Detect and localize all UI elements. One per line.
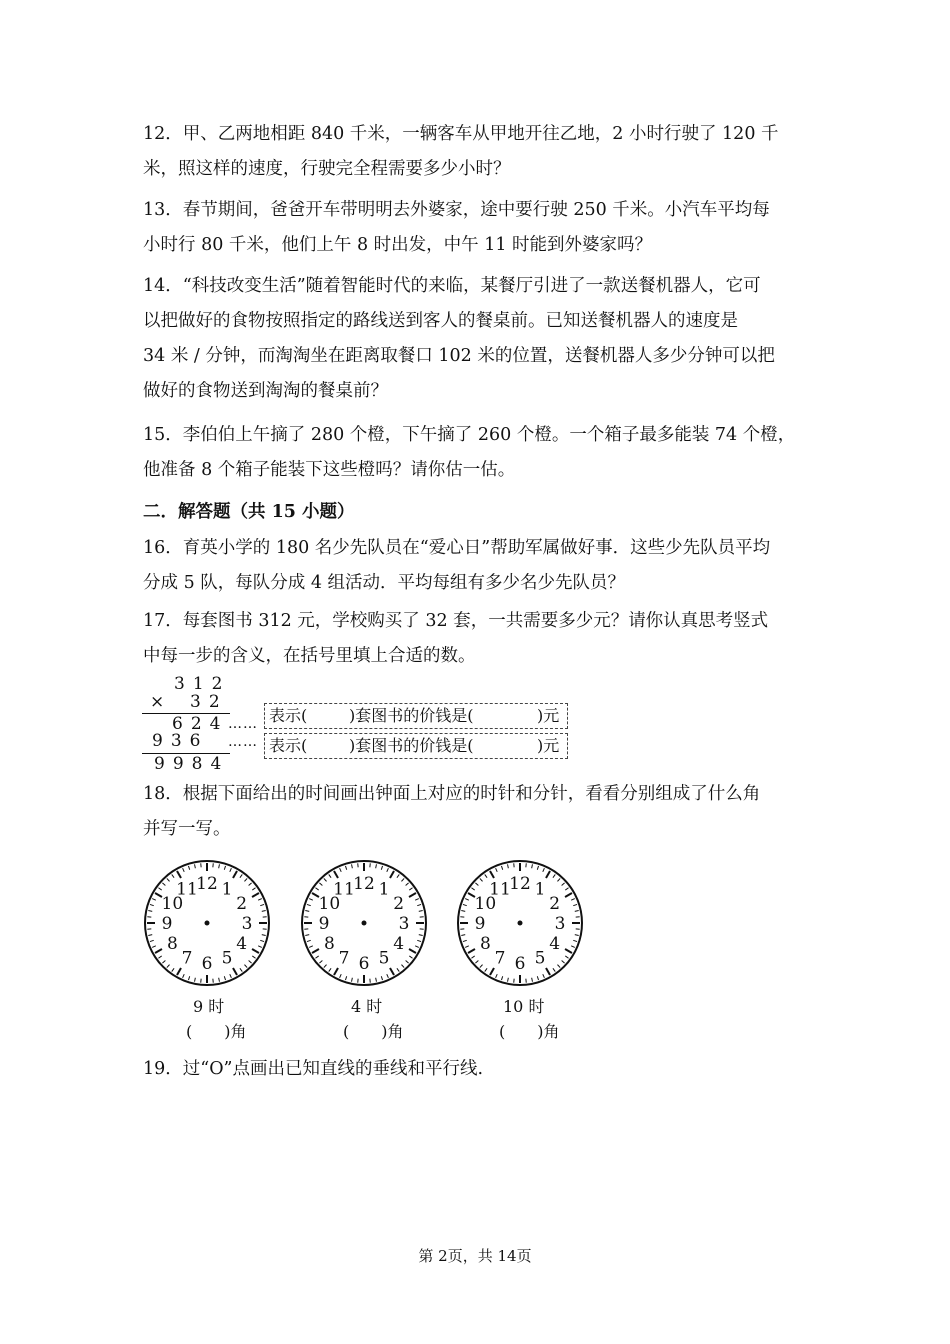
clock-tick	[158, 888, 161, 890]
clock-tick	[172, 874, 174, 877]
clock-tick	[465, 946, 469, 948]
clock-tick	[329, 874, 331, 877]
clock-tick	[419, 935, 423, 936]
clock-tick	[315, 956, 318, 958]
clock-tick	[233, 968, 237, 975]
clock-tick	[162, 883, 165, 886]
question-14-line2: 以把做好的食物按照指定的路线送到客人的餐桌前。已知送餐机器人的速度是	[143, 311, 738, 331]
clock-tick	[496, 974, 498, 978]
clock-tick	[183, 868, 185, 872]
clock-tick	[150, 940, 154, 941]
clock-number: 3	[554, 914, 566, 934]
clock-tick	[553, 874, 555, 877]
clock-tick	[397, 968, 399, 971]
times-sign: ×	[150, 692, 173, 712]
clock-tick	[195, 864, 196, 868]
clock-tick	[381, 976, 382, 980]
clock-tick	[219, 864, 220, 868]
clock-number: 7	[338, 948, 350, 969]
clock-number: 10	[161, 894, 184, 914]
box1-prefix: 表示(	[269, 706, 308, 725]
clock-tick	[490, 968, 494, 975]
clock-tick	[387, 868, 389, 872]
clock-tick	[148, 935, 152, 936]
clock-tick	[508, 978, 509, 982]
clock-tick	[230, 974, 232, 978]
clock-number: 1	[221, 879, 233, 900]
clock-number: 6	[358, 954, 370, 974]
clock-number: 2	[236, 894, 248, 914]
clock-tick	[230, 868, 232, 872]
clock-tick	[417, 904, 421, 905]
section-heading: 二．解答题（共 15 小题）	[143, 502, 355, 522]
clock-tick	[233, 871, 237, 878]
clock-tick	[409, 888, 412, 890]
question-14-line4: 做好的食物送到淘淘的餐桌前？	[143, 381, 388, 401]
question-19	[143, 1052, 807, 1087]
clock-tick	[565, 956, 568, 958]
clock-tick	[415, 946, 419, 948]
clock-number: 12	[353, 874, 375, 894]
clock-tick	[152, 946, 156, 948]
question-14-line1: 14．“科技改变生活”随着智能时代的来临，某餐厅引进了一款送餐机器人，它可	[143, 276, 761, 296]
page-footer: 第 2页，共 14页	[418, 1247, 532, 1265]
clock-tick	[532, 864, 533, 868]
clock-face-2[interactable]	[299, 858, 429, 988]
clock-tick	[252, 949, 259, 953]
clock-tick	[334, 968, 338, 975]
clock-tick	[309, 899, 313, 901]
question-16	[143, 531, 807, 601]
clock-tick	[543, 868, 545, 872]
question-19-line1: 19．过“O”点画出已知直线的垂线和平行线.	[143, 1059, 484, 1079]
clock-tick	[319, 883, 322, 886]
question-17	[143, 604, 807, 674]
clock-tick	[262, 935, 266, 936]
clock-tick	[329, 968, 331, 971]
clock-tick	[307, 904, 311, 905]
clock-3-angle-answer[interactable]: ( )角	[499, 1022, 560, 1041]
clock-1-angle-answer[interactable]: ( )角	[186, 1022, 247, 1041]
clock-number: 5	[534, 948, 546, 969]
clock-number: 5	[378, 948, 390, 969]
clock-number: 3	[398, 914, 410, 934]
clock-tick	[188, 976, 189, 980]
clock-center-dot	[518, 921, 523, 926]
clock-tick	[352, 864, 353, 868]
clock-tick	[252, 956, 255, 958]
clock-tick	[324, 878, 327, 881]
partial-product-1: 624	[172, 714, 229, 734]
clock-tick	[162, 960, 165, 963]
clock-tick	[152, 899, 156, 901]
question-12-line2: 米，照这样的速度，行驶完全程需要多少小时？	[143, 159, 511, 179]
clock-2-time: 4 时	[351, 997, 383, 1016]
clock-tick	[543, 974, 545, 978]
clock-number: 6	[514, 954, 526, 974]
product-result: 9984	[154, 754, 230, 774]
clock-tick	[387, 974, 389, 978]
clock-number: 11	[489, 879, 511, 900]
clock-tick	[309, 946, 313, 948]
clock-tick	[381, 866, 382, 870]
clock-tick	[195, 978, 196, 982]
clock-tick	[305, 911, 309, 912]
clock-tick	[188, 866, 189, 870]
question-13-line1: 13．春节期间，爸爸开车带明明去外婆家，途中要行驶 250 千米。小汽车平均每	[143, 200, 770, 220]
clock-number: 4	[236, 934, 248, 954]
clock-tick	[224, 976, 225, 980]
clock-tick	[397, 874, 399, 877]
clock-tick	[183, 974, 185, 978]
clock-tick	[307, 940, 311, 941]
clock-number: 12	[196, 874, 218, 894]
clock-tick	[390, 968, 394, 975]
dots-2: ……	[228, 734, 258, 750]
question-17-line2: 中每一步的含义，在括号里填上合适的数。	[143, 646, 476, 666]
clock-tick	[480, 878, 483, 881]
clock-tick	[401, 965, 404, 968]
clock-tick	[562, 960, 565, 963]
clock-number: 1	[534, 879, 546, 900]
clock-tick	[575, 935, 579, 936]
clock-tick	[461, 911, 465, 912]
question-13	[143, 193, 807, 263]
clock-tick	[148, 911, 152, 912]
clock-number: 9	[474, 914, 486, 934]
clock-tick	[177, 871, 181, 878]
clock-number: 8	[479, 934, 491, 954]
clock-tick	[244, 878, 247, 881]
clock-tick	[546, 871, 550, 878]
clock-number: 11	[176, 879, 198, 900]
question-12-line1: 12．甲、乙两地相距 840 千米，一辆客车从甲地开往乙地，2 小时行驶了 120 千	[143, 124, 779, 144]
clock-tick	[537, 866, 538, 870]
clock-tick	[258, 946, 262, 948]
clock-tick	[352, 978, 353, 982]
question-14-line3: 34 米 / 分钟，而淘淘坐在距离取餐口 102 米的位置，送餐机器人多少分钟可以把	[143, 346, 775, 366]
clock-tick	[319, 960, 322, 963]
clock-face-3[interactable]	[455, 858, 585, 988]
clock-tick	[571, 899, 575, 901]
clock-tick	[485, 874, 487, 877]
clock-tick	[258, 899, 262, 901]
question-15-line2: 他准备 8 个箱子能装下这些橙吗？请你估一估。	[143, 460, 516, 480]
clock-tick	[406, 883, 409, 886]
clock-tick	[532, 978, 533, 982]
clock-tick	[508, 864, 509, 868]
clock-tick	[340, 974, 342, 978]
partial-product-2: 936	[152, 731, 209, 751]
clock-number: 10	[474, 894, 497, 914]
box2-mid: )套图书的价钱是(	[349, 736, 474, 755]
dots-1: ……	[228, 716, 258, 732]
question-14	[143, 269, 807, 409]
multiplier: 32	[190, 692, 228, 712]
question-13-line2: 小时行 80 千米，他们上午 8 时出发，中午 11 时能到外婆家吗？	[143, 235, 653, 255]
clock-tick	[315, 888, 318, 890]
clock-tick	[390, 871, 394, 878]
clock-tick	[172, 968, 174, 971]
box2-suffix: )元	[537, 736, 560, 755]
question-15	[143, 418, 807, 488]
clock-number: 5	[221, 948, 233, 969]
clock-tick	[496, 868, 498, 872]
clock-tick	[409, 893, 416, 897]
clock-tick	[312, 949, 319, 953]
clock-tick	[565, 888, 568, 890]
clock-tick	[463, 940, 467, 941]
clock-tick	[345, 976, 346, 980]
clock-tick	[419, 911, 423, 912]
clock-tick	[575, 911, 579, 912]
clock-tick	[471, 888, 474, 890]
box1-suffix: )元	[537, 706, 560, 725]
box2-prefix: 表示(	[269, 736, 308, 755]
clock-center-dot	[362, 921, 367, 926]
clock-tick	[406, 960, 409, 963]
clock-tick	[475, 960, 478, 963]
clock-tick	[244, 965, 247, 968]
clock-number: 4	[549, 934, 561, 954]
clock-tick	[537, 976, 538, 980]
clock-number: 9	[318, 914, 330, 934]
clock-tick	[490, 871, 494, 878]
clock-number: 6	[201, 954, 213, 974]
clock-number: 7	[181, 948, 193, 969]
clock-number: 4	[393, 934, 405, 954]
clock-number: 10	[318, 894, 341, 914]
clock-tick	[573, 904, 577, 905]
clock-number: 9	[161, 914, 173, 934]
clock-tick	[415, 899, 419, 901]
clock-tick	[485, 968, 487, 971]
question-17-line1: 17．每套图书 312 元，学校购买了 32 套，一共需要多少元？请你认真思考竖式	[143, 611, 769, 631]
clock-tick	[260, 940, 264, 941]
clock-tick	[546, 968, 550, 975]
question-18-line2: 并写一写。	[143, 819, 231, 839]
explanation-box-1	[264, 703, 568, 729]
clock-tick	[465, 899, 469, 901]
clock-tick	[553, 968, 555, 971]
clock-tick	[262, 911, 266, 912]
clock-number: 8	[166, 934, 178, 954]
clock-tick	[565, 949, 572, 953]
clock-number: 7	[494, 948, 506, 969]
clock-tick	[240, 874, 242, 877]
clock-tick	[565, 893, 572, 897]
clock-tick	[150, 904, 154, 905]
clock-tick	[340, 868, 342, 872]
clock-number: 12	[509, 874, 531, 894]
clock-number: 8	[323, 934, 335, 954]
question-15-line1: 15．李伯伯上午摘了 280 个橙，下午摘了 260 个橙。一个箱子最多能装 74 个橙，	[143, 425, 796, 445]
question-16-line1: 16．育英小学的 180 名少先队员在“爱心日”帮助军属做好事．这些少先队员平均	[143, 538, 771, 558]
clock-tick	[158, 956, 161, 958]
question-18	[143, 777, 807, 847]
clock-tick	[409, 956, 412, 958]
clock-tick	[252, 893, 259, 897]
clock-tick	[249, 960, 252, 963]
clock-tick	[224, 866, 225, 870]
clock-number: 1	[378, 879, 390, 900]
clock-tick	[240, 968, 242, 971]
clock-number: 2	[393, 894, 405, 914]
clock-tick	[463, 904, 467, 905]
multiplicand: 312	[174, 674, 231, 694]
clock-tick	[324, 965, 327, 968]
clock-tick	[501, 866, 502, 870]
clock-number: 3	[241, 914, 253, 934]
clock-center-dot	[205, 921, 210, 926]
clock-tick	[571, 946, 575, 948]
clock-tick	[167, 965, 170, 968]
question-18-line1: 18．根据下面给出的时间画出钟面上对应的时针和分针，看看分别组成了什么角	[143, 784, 761, 804]
clock-tick	[252, 888, 255, 890]
clock-tick	[557, 965, 560, 968]
clock-tick	[468, 949, 475, 953]
clock-tick	[155, 949, 162, 953]
explanation-box-2	[264, 733, 568, 759]
clock-3-time: 10 时	[503, 997, 545, 1016]
clock-tick	[376, 978, 377, 982]
clock-tick	[249, 883, 252, 886]
clock-tick	[409, 949, 416, 953]
clock-tick	[480, 965, 483, 968]
clock-2-angle-answer[interactable]: ( )角	[343, 1022, 404, 1041]
clock-tick	[376, 864, 377, 868]
clock-tick	[167, 878, 170, 881]
box1-mid: )套图书的价钱是(	[349, 706, 474, 725]
question-16-line2: 分成 5 队，每队分成 4 组活动．平均每组有多少名少先队员？	[143, 573, 626, 593]
clock-tick	[260, 904, 264, 905]
clock-tick	[501, 976, 502, 980]
clock-tick	[334, 871, 338, 878]
clock-tick	[475, 883, 478, 886]
clock-tick	[562, 883, 565, 886]
question-12	[143, 117, 807, 187]
clock-tick	[345, 866, 346, 870]
clock-face-1[interactable]	[142, 858, 272, 988]
clock-tick	[305, 935, 309, 936]
clock-number: 2	[549, 894, 561, 914]
clock-number: 11	[333, 879, 355, 900]
clock-1-time: 9 时	[193, 997, 225, 1016]
clock-tick	[557, 878, 560, 881]
clock-tick	[401, 878, 404, 881]
clock-tick	[177, 968, 181, 975]
clock-tick	[417, 940, 421, 941]
clock-tick	[219, 978, 220, 982]
clock-tick	[461, 935, 465, 936]
clock-tick	[471, 956, 474, 958]
clock-tick	[573, 940, 577, 941]
